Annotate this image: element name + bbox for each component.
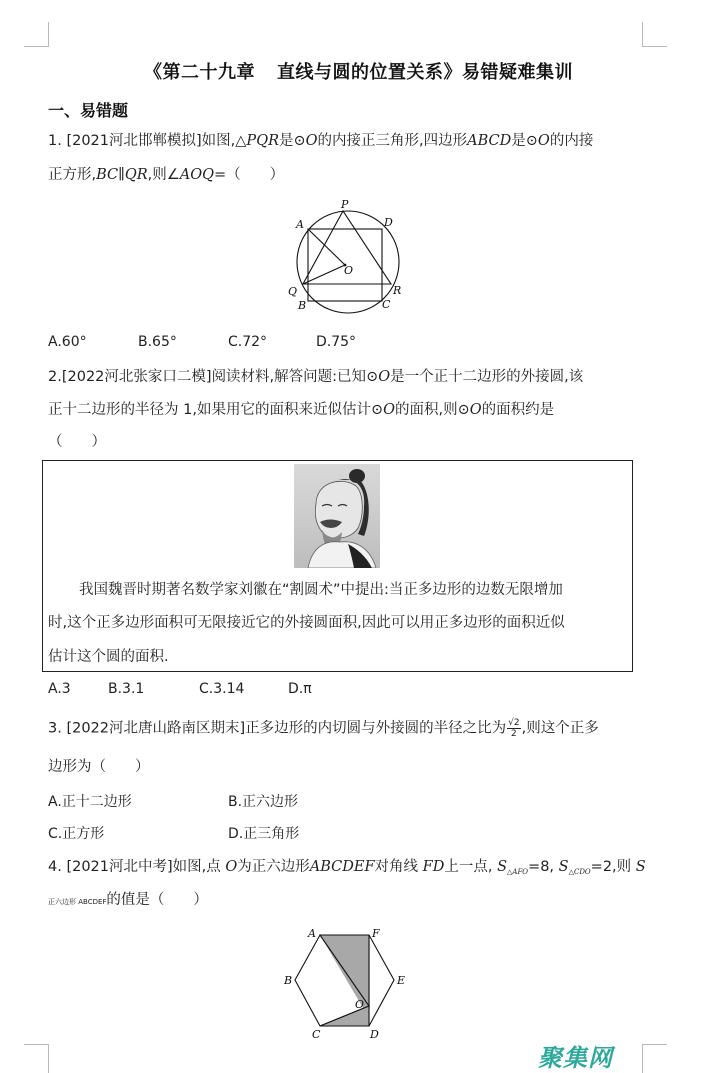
fraction-denominator: 2 [511,729,517,739]
q1-math-circle: ⊙O [293,133,318,149]
q2-text: 的面积约是 [481,402,555,418]
label-C: C [312,1028,321,1041]
title-topic: 直线与圆的位置关系》易错疑难集训 [277,62,573,83]
q4-math-s: S [558,859,569,875]
q4-subscript-cdo: △CDO [568,868,591,876]
q3-source: [2022河北唐山路南区期末] [66,720,246,737]
q2-number: 2. [48,369,62,385]
portrait-image-liu-hui [294,464,380,568]
q1-option-a[interactable]: A.60° [48,334,87,350]
q3-option-a[interactable]: A.正十二边形 [48,794,132,810]
q3-options-row1 [48,791,298,811]
q1-text: 的内接正三角形,四边形 [317,133,468,149]
q1-text: ,则∠ [147,167,180,183]
label-D: D [384,216,393,229]
crop-mark-top-right [642,22,667,47]
q2-line2 [48,400,554,420]
q2-text: 阅读材料,解答问题:已知 [211,369,367,385]
label-C: C [382,298,391,311]
q2-math-circle: ⊙O [457,402,482,418]
q1-math-angle: AOQ [179,167,214,183]
q2-text: 正十二边形的半径为 1,如果用它的面积来近似估计 [48,402,371,418]
q2-option-d[interactable]: D.π [288,681,312,697]
q1-option-b[interactable]: B.65° [138,334,177,350]
q4-answer-blank: 的值是（ ） [106,892,208,908]
q1-line1 [48,131,593,151]
q2-text: 的面积,则 [395,402,458,418]
q1-line2 [48,165,284,185]
q4-math-abcdef: ABCDEF [309,859,375,875]
q4-line1 [48,857,646,882]
q4-value: =2,则 [590,859,632,875]
q2-option-b[interactable]: B.3.1 [108,681,145,697]
q4-math-s: S [635,859,646,875]
q4-text: 上一点, [444,859,493,875]
label-R: R [393,284,402,297]
q2-source: [2022河北张家口二模] [61,369,212,385]
q1-text: 如图, [201,133,236,149]
q4-subscript-hexagon: 正六边形 ABCDEF [48,898,107,906]
q4-math-s: S [497,859,507,875]
q4-math-o: O [225,859,238,875]
q1-answer-blank: =（ ） [214,167,285,183]
q1-math-triangle: △PQR [235,133,279,149]
q1-option-c[interactable]: C.72° [228,334,268,350]
q3-option-b[interactable]: B.正六边形 [228,794,299,810]
q3-line1 [48,718,599,739]
label-B: B [284,974,293,987]
q4-subscript-afo: △AFO [507,868,529,876]
label-Q: Q [288,285,298,298]
q1-text: 的内接 [549,133,594,149]
crop-mark-top-left [24,22,49,47]
q4-figure-hexagon-diagram [280,924,415,1044]
q4-number: 4. [48,859,62,875]
q3-option-c[interactable]: C.正方形 [48,826,105,842]
material-paragraph-line2: 时,这个正多边形面积可无限接近它的外接圆面积,因此可以用正多边形的面积近似 [48,615,565,631]
q3-text: ,则这个正多 [521,720,599,737]
q3-fraction-sqrt2-over-2 [507,718,520,739]
label-E: E [397,974,406,987]
q1-text: 是 [279,133,294,149]
title-chapter: 《第二十九章 [144,62,255,83]
q1-source: [2021河北邯郸模拟] [66,133,202,149]
q2-options [48,681,312,697]
section-heading: 一、易错题 [48,101,129,120]
q1-figure-circle-diagram [283,198,413,314]
q3-option-d[interactable]: D.正三角形 [228,826,300,842]
material-paragraph-line1 [48,578,563,599]
q3-text: 正多边形的内切圆与外接圆的半径之比为 [245,720,507,737]
q3-number: 3. [48,720,62,737]
fraction-numerator: √2 [508,718,520,728]
crop-mark-bottom-left [24,1044,49,1073]
q2-option-a[interactable]: A.3 [48,681,71,697]
label-D: D [370,1028,379,1041]
q3-line2: 边形为（ ） [48,759,150,775]
q4-math-fd: FD [422,859,445,875]
label-A: A [308,927,316,940]
q2-math-circle: ⊙O [366,369,391,385]
crop-mark-bottom-right [642,1044,667,1073]
q4-text: 对角线 [374,859,419,875]
q1-math-abcd: ABCD [467,133,512,149]
q2-answer-blank: （ ） [48,434,106,450]
q1-math-bc-parallel: BC∥QR [96,167,148,183]
q1-number: 1. [48,133,62,149]
material-text: 我国魏晋时期著名数学家刘徽在“割圆术”中提出:当正多边形的边数无限增加 [79,582,563,598]
q1-text: 是 [511,133,526,149]
watermark-logo: 聚集网 [538,1044,613,1072]
q3-options-row2 [48,823,299,843]
q4-line2 [48,890,208,912]
q1-math-circle: ⊙O [525,133,550,149]
label-O: O [355,998,365,1011]
label-O: O [344,264,354,277]
label-A: A [296,218,304,231]
q1-text: 正方形, [48,167,97,183]
q4-text: 如图,点 [172,859,221,875]
material-paragraph-line3: 估计这个圆的面积. [48,649,169,665]
label-P: P [341,198,349,211]
q1-option-d[interactable]: D.75° [316,334,357,350]
q2-text: 是一个正十二边形的外接圆,该 [390,369,584,385]
document-title [0,58,717,84]
label-F: F [372,927,380,940]
label-B: B [298,299,307,312]
q2-line1 [48,367,583,387]
q2-math-circle: ⊙O [370,402,395,418]
q4-value: =8, [528,859,555,875]
q4-source: [2021河北中考] [66,859,173,875]
q1-options [48,334,356,350]
q4-text: 为正六边形 [237,859,310,875]
q2-option-c[interactable]: C.3.14 [199,681,245,697]
